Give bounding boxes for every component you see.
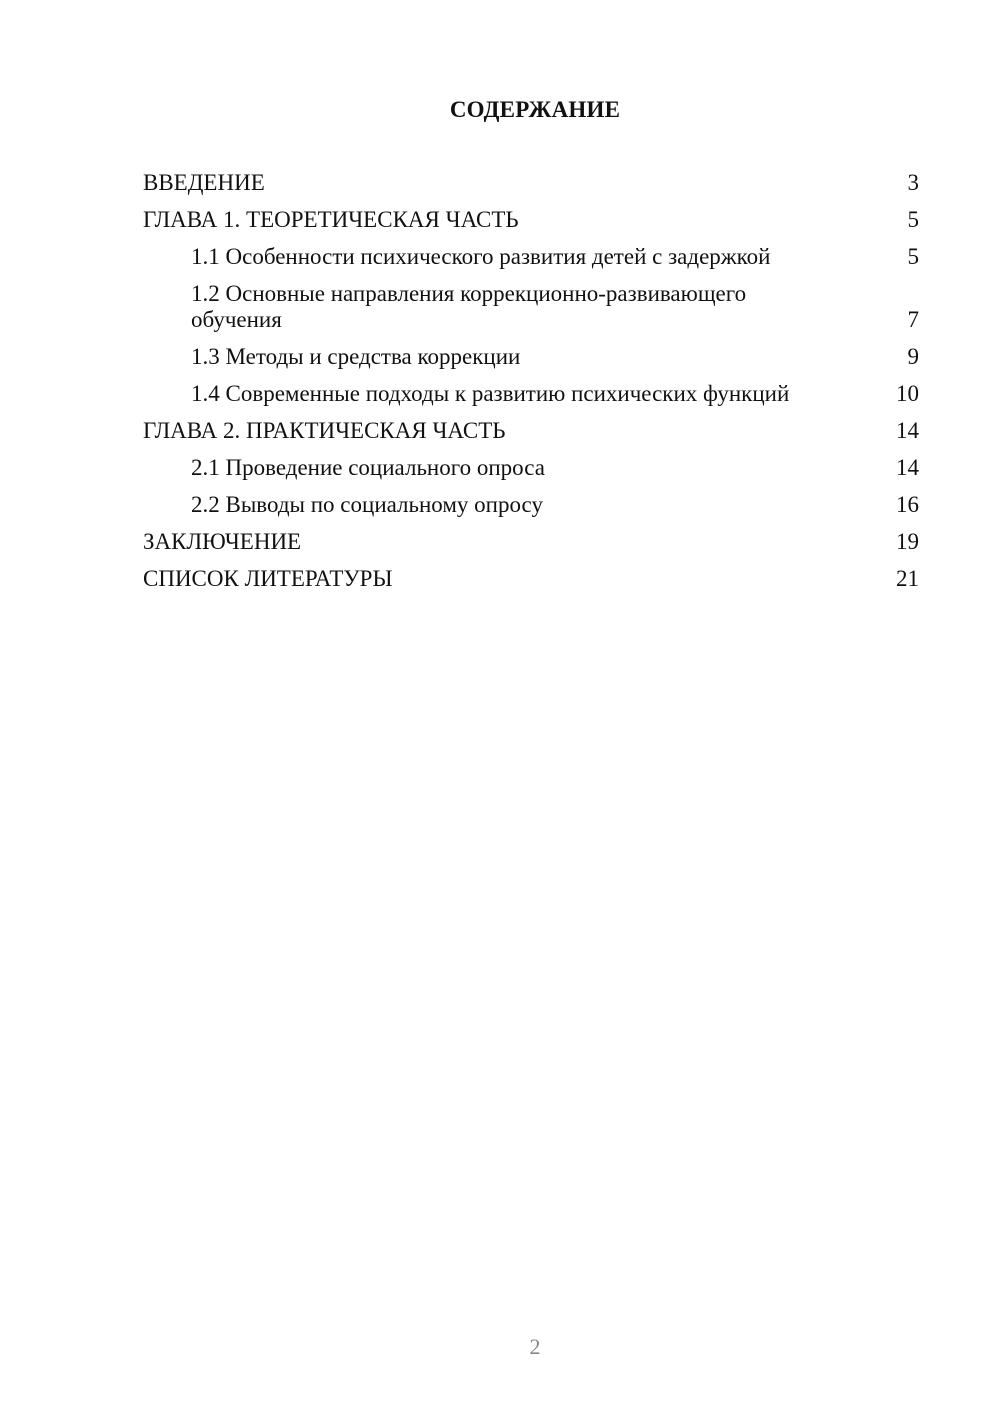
toc-entry-text: 1.3 Методы и средства коррекции: [191, 344, 521, 369]
toc-entry-text: ГЛАВА 1. ТЕОРЕТИЧЕСКАЯ ЧАСТЬ: [143, 207, 519, 232]
toc-entry-text: 1.1 Особенности психического развития детей с задержкой: [191, 244, 771, 269]
toc-entry-page: 16: [896, 492, 919, 517]
toc-entry-page: 5: [907, 244, 919, 269]
toc-entry-page: 10: [896, 381, 919, 406]
toc-entry-section-2-2: [143, 492, 919, 518]
toc-entry-text: 1.4 Современные подходы к развитию психических функций: [191, 381, 790, 406]
toc-entry-page: 14: [896, 418, 919, 443]
table-of-contents: [143, 170, 919, 603]
toc-entry-text: ГЛАВА 2. ПРАКТИЧЕСКАЯ ЧАСТЬ: [143, 418, 506, 443]
toc-entry-section-1-3: [143, 344, 919, 370]
toc-entry-references: [143, 566, 919, 592]
page-number: 2: [529, 1334, 541, 1359]
toc-entry-page: 19: [896, 529, 919, 554]
toc-entry-page: 14: [896, 455, 919, 480]
toc-entry-conclusion: [143, 529, 919, 555]
toc-entry-page: 7: [907, 307, 919, 332]
toc-entry-text: СПИСОК ЛИТЕРАТУРЫ: [143, 566, 393, 591]
toc-entry-text: 2.2 Выводы по социальному опросу: [191, 492, 543, 517]
toc-entry-section-1-1: [143, 244, 919, 270]
toc-entry-section-1-4: [143, 381, 919, 407]
toc-entry-introduction: [143, 170, 919, 196]
toc-entry-text: ЗАКЛЮЧЕНИЕ: [143, 529, 302, 554]
toc-entry-page: 5: [907, 207, 919, 232]
toc-entry-section-2-1: [143, 455, 919, 481]
toc-entry-text: ВВЕДЕНИЕ: [143, 170, 265, 195]
toc-entry-page: 21: [896, 566, 919, 591]
toc-entry-page: 3: [907, 170, 919, 195]
toc-entry-text: 1.2 Основные направления коррекционно-развивающего обучения: [191, 281, 747, 332]
toc-entry-section-1-2: [143, 281, 919, 333]
toc-entry-chapter-2: [143, 418, 919, 444]
toc-entry-chapter-1: [143, 207, 919, 233]
toc-entry-page: 9: [907, 344, 919, 369]
toc-entry-text: 2.1 Проведение социального опроса: [191, 455, 545, 480]
toc-title: СОДЕРЖАНИЕ: [449, 97, 621, 122]
